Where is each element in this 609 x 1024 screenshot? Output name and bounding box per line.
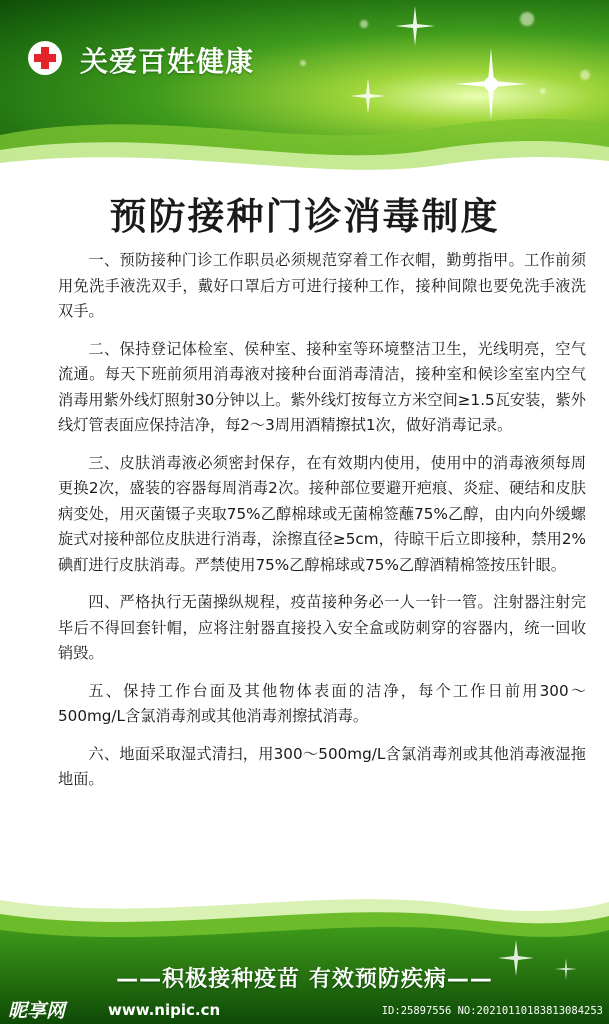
paragraph: 五、保持工作台面及其他物体表面的洁净，每个工作日前用300～500mg/L含氯消毒剂或其他消毒剂擦拭消毒。 — [58, 681, 586, 725]
paragraph: 二、保持登记体检室、侯种室、接种室等环境整洁卫生，光线明亮，空气流通。每天下班前须用消毒液对接种台面消毒清洁，接种室和候诊室室内空气消毒用紫外线灯照射30分钟以上。紫外线灯按每立方米空间≥1.5瓦安装，紫外线灯管表面应保持洁净，每2～3周用酒精擦拭1次，做好消毒记录。 — [58, 339, 586, 434]
sparkle-icon — [395, 6, 435, 46]
paragraph: 六、地面采取湿式清扫，用300～500mg/L含氯消毒剂或其他消毒液湿拖地面。 — [58, 744, 586, 788]
regulation-body — [58, 248, 586, 805]
header-wave — [0, 95, 609, 175]
watermark-logo: 昵享网 — [8, 1000, 66, 1022]
bokeh-light — [520, 12, 534, 26]
brand-slogan: 关爱百姓健康 — [80, 45, 255, 78]
watermark-url: www.nipic.cn — [108, 1001, 221, 1019]
paragraph: 三、皮肤消毒液必须密封保存，在有效期内使用，使用中的消毒液须每周更换2次，盛装的容器每周消毒2次。接种部位要避开疤痕、炎症、硬结和皮肤病变处，用灭菌镊子夹取75%乙醇棉球或无菌棉签蘸75%乙醇，由内向外缓螺旋式对接种部位皮肤进行消毒，涂擦直径≥5cm，待晾干后立即接种，禁用2%碘酊进行皮肤消毒。严禁使用75%乙醇棉球或75%乙醇酒精棉签按压针眼。 — [58, 453, 586, 574]
header-banner — [0, 0, 609, 175]
document-title: 预防接种门诊消毒制度 — [109, 195, 500, 238]
medical-cross-icon — [28, 41, 62, 75]
bokeh-light — [580, 70, 590, 80]
paragraph: 一、预防接种门诊工作职员必须规范穿着工作衣帽，勤剪指甲。工作前须用免洗手液洗双手，戴好口罩后方可进行接种工作，接种间隙也要免洗手液洗双手。 — [58, 251, 586, 320]
footer-banner — [0, 880, 609, 1024]
footer-slogan: ——积极接种疫苗 有效预防疾病—— — [116, 967, 493, 992]
watermark-id: ID:25897556 NO:20210110183813084253 — [381, 1005, 603, 1017]
bokeh-light — [540, 88, 546, 94]
paragraph: 四、严格执行无菌操纵规程，疫苗接种务必一人一针一管。注射器注射完毕后不得回套针帽，应将注射器直接投入安全盒或防刺穿的容器内，统一回收销毁。 — [58, 593, 586, 662]
bokeh-light — [360, 20, 368, 28]
bokeh-light — [300, 60, 306, 66]
